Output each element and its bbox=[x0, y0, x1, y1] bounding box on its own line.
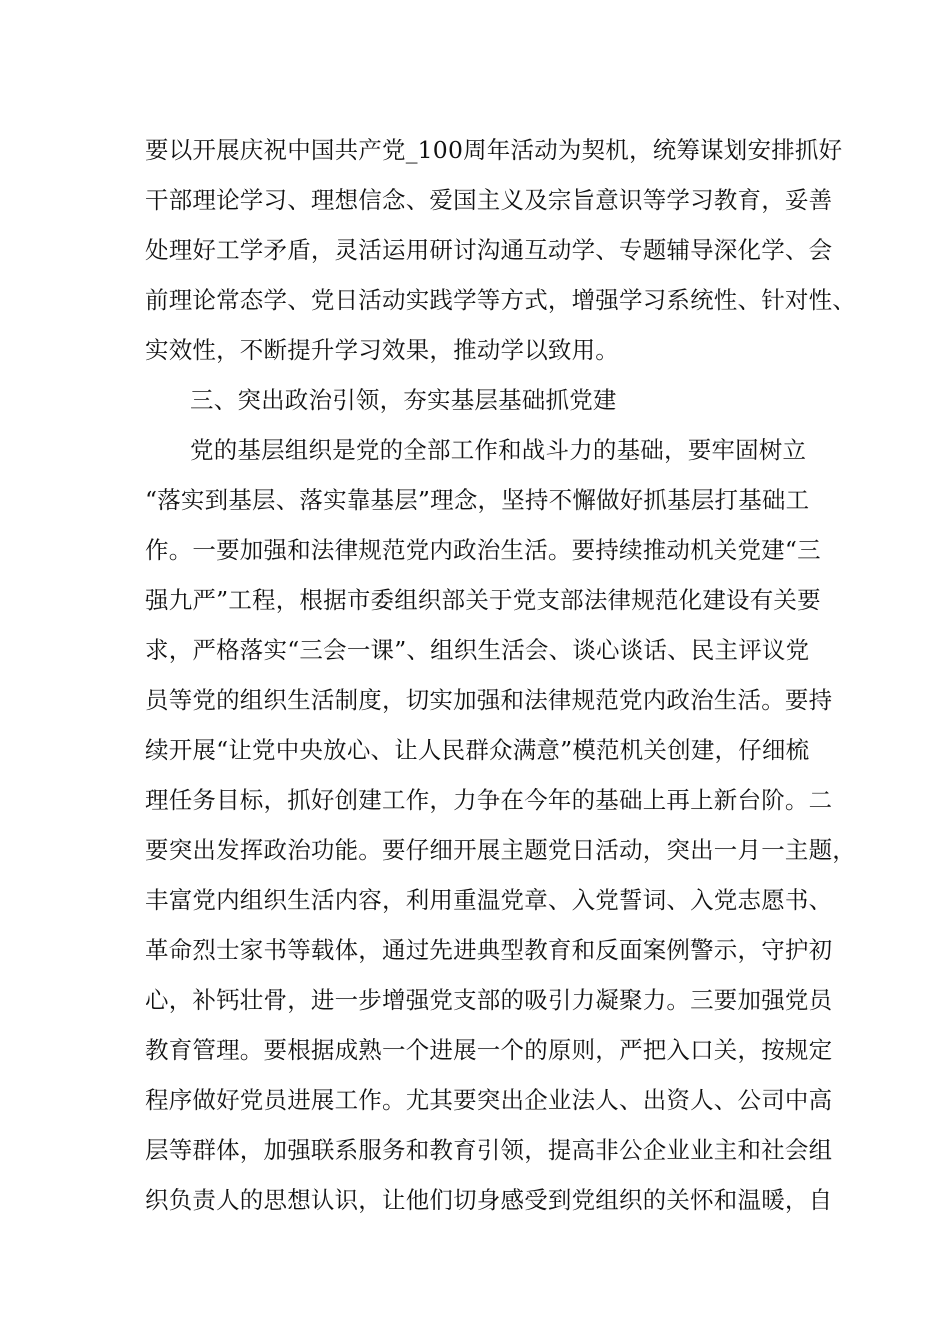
text-line: 要以开展庆祝中国共产党_100周年活动为契机，统筹谋划安排抓好 bbox=[145, 136, 843, 164]
text-line: 前理论常态学、党日活动实践学等方式，增强学习系统性、针对性、 bbox=[145, 286, 856, 314]
section-heading: 三、突出政治引领，夯实基层基础抓党建 bbox=[190, 386, 617, 414]
text-line: 教育管理。要根据成熟一个进展一个的原则，严把入口关，按规定 bbox=[145, 1036, 833, 1064]
text-line: 革命烈士家书等载体，通过先进典型教育和反面案例警示，守护初 bbox=[145, 936, 833, 964]
text-line: 处理好工学矛盾，灵活运用研讨沟通互动学、专题辅导深化学、会 bbox=[145, 236, 833, 264]
text-line: 丰富党内组织生活内容，利用重温党章、入党誓词、入党志愿书、 bbox=[145, 886, 833, 914]
text-line: 织负责人的思想认识，让他们切身感受到党组织的关怀和温暖，自 bbox=[145, 1186, 833, 1214]
text-line: “落实到基层、落实靠基层”理念，坚持不懈做好抓基层打基础工 bbox=[145, 486, 810, 514]
text-line: 干部理论学习、理想信念、爱国主义及宗旨意识等学习教育，妥善 bbox=[145, 186, 833, 214]
text-line: 实效性，不断提升学习效果，推动学以致用。 bbox=[145, 336, 619, 364]
text-line: 员等党的组织生活制度，切实加强和法律规范党内政治生活。要持 bbox=[145, 686, 833, 714]
text-line: 层等群体，加强联系服务和教育引领，提高非公企业业主和社会组 bbox=[145, 1136, 833, 1164]
text-line: 心，补钙壮骨，进一步增强党支部的吸引力凝聚力。三要加强党员 bbox=[145, 986, 833, 1014]
text-line: 求，严格落实“三会一课”、组织生活会、谈心谈话、民主评议党 bbox=[145, 636, 810, 664]
text-line: 作。一要加强和法律规范党内政治生活。要持续推动机关党建“三 bbox=[145, 536, 821, 564]
text-line: 要突出发挥政治功能。要仔细开展主题党日活动，突出一月一主题， bbox=[145, 836, 856, 864]
text-line: 党的基层组织是党的全部工作和战斗力的基础，要牢固树立 bbox=[190, 436, 807, 464]
text-line: 理任务目标，抓好创建工作，力争在今年的基础上再上新台阶。二 bbox=[145, 786, 833, 814]
text-line: 强九严”工程，根据市委组织部关于党支部法律规范化建设有关要 bbox=[145, 586, 821, 614]
text-line: 续开展“让党中央放心、让人民群众满意”模范机关创建，仔细梳 bbox=[145, 736, 810, 764]
text-line: 程序做好党员进展工作。尤其要突出企业法人、出资人、公司中高 bbox=[145, 1086, 833, 1114]
